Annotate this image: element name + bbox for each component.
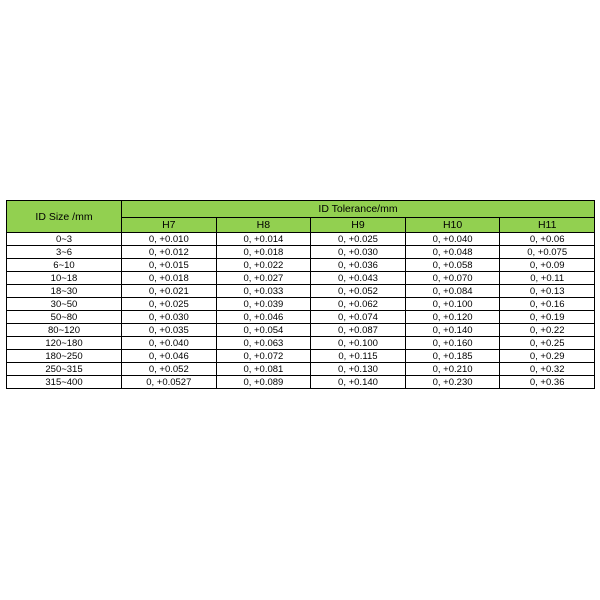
tolerance-cell-h8: 0, +0.022: [216, 259, 311, 272]
tolerance-cell-h11: 0, +0.25: [500, 337, 595, 350]
tolerance-cell-h9: 0, +0.130: [311, 363, 406, 376]
tolerance-cell-h11: 0, +0.09: [500, 259, 595, 272]
tolerance-cell-h8: 0, +0.014: [216, 233, 311, 246]
tolerance-cell-h8: 0, +0.027: [216, 272, 311, 285]
tolerance-cell-h11: 0, +0.29: [500, 350, 595, 363]
size-range-cell: 30~50: [7, 298, 122, 311]
id-tolerance-header: ID Tolerance/mm: [122, 201, 595, 218]
size-range-cell: 180~250: [7, 350, 122, 363]
size-range-cell: 3~6: [7, 246, 122, 259]
tolerance-cell-h8: 0, +0.054: [216, 324, 311, 337]
tolerance-cell-h11: 0, +0.11: [500, 272, 595, 285]
tolerance-cell-h11: 0, +0.16: [500, 298, 595, 311]
table-row: [7, 311, 595, 324]
tolerance-cell-h9: 0, +0.087: [311, 324, 406, 337]
tolerance-cell-h10: 0, +0.100: [405, 298, 500, 311]
tolerance-cell-h7: 0, +0.012: [122, 246, 217, 259]
tolerance-cell-h9: 0, +0.036: [311, 259, 406, 272]
size-range-cell: 6~10: [7, 259, 122, 272]
size-range-cell: 10~18: [7, 272, 122, 285]
tolerance-cell-h9: 0, +0.100: [311, 337, 406, 350]
tolerance-cell-h9: 0, +0.052: [311, 285, 406, 298]
table-row: [7, 285, 595, 298]
tolerance-cell-h11: 0, +0.22: [500, 324, 595, 337]
tolerance-cell-h10: 0, +0.048: [405, 246, 500, 259]
size-range-cell: 50~80: [7, 311, 122, 324]
size-range-cell: 18~30: [7, 285, 122, 298]
tolerance-cell-h10: 0, +0.210: [405, 363, 500, 376]
tolerance-cell-h9: 0, +0.140: [311, 376, 406, 389]
tolerance-cell-h7: 0, +0.0527: [122, 376, 217, 389]
tolerance-cell-h7: 0, +0.046: [122, 350, 217, 363]
header-row-top: [7, 201, 595, 218]
table-row: [7, 376, 595, 389]
tolerance-cell-h8: 0, +0.072: [216, 350, 311, 363]
tolerance-cell-h10: 0, +0.185: [405, 350, 500, 363]
tolerance-cell-h11: 0, +0.06: [500, 233, 595, 246]
tolerance-cell-h7: 0, +0.021: [122, 285, 217, 298]
tolerance-cell-h11: 0, +0.36: [500, 376, 595, 389]
grade-header-h8: H8: [216, 218, 311, 233]
tolerance-cell-h9: 0, +0.115: [311, 350, 406, 363]
tolerance-cell-h7: 0, +0.030: [122, 311, 217, 324]
tolerance-cell-h8: 0, +0.018: [216, 246, 311, 259]
table-row: [7, 298, 595, 311]
table-body: [7, 233, 595, 389]
grade-header-h7: H7: [122, 218, 217, 233]
tolerance-cell-h8: 0, +0.033: [216, 285, 311, 298]
tolerance-cell-h11: 0, +0.19: [500, 311, 595, 324]
tolerance-cell-h10: 0, +0.084: [405, 285, 500, 298]
tolerance-cell-h10: 0, +0.120: [405, 311, 500, 324]
tolerance-cell-h9: 0, +0.043: [311, 272, 406, 285]
tolerance-cell-h10: 0, +0.160: [405, 337, 500, 350]
size-range-cell: 0~3: [7, 233, 122, 246]
size-range-cell: 315~400: [7, 376, 122, 389]
table-header: [7, 201, 595, 233]
id-tolerance-table: [6, 200, 595, 389]
tolerance-cell-h7: 0, +0.015: [122, 259, 217, 272]
tolerance-cell-h10: 0, +0.230: [405, 376, 500, 389]
tolerance-cell-h9: 0, +0.074: [311, 311, 406, 324]
tolerance-cell-h11: 0, +0.32: [500, 363, 595, 376]
tolerance-cell-h10: 0, +0.140: [405, 324, 500, 337]
tolerance-cell-h8: 0, +0.089: [216, 376, 311, 389]
tolerance-cell-h7: 0, +0.018: [122, 272, 217, 285]
table-row: [7, 233, 595, 246]
grade-header-h10: H10: [405, 218, 500, 233]
size-range-cell: 250~315: [7, 363, 122, 376]
table-row: [7, 350, 595, 363]
tolerance-cell-h8: 0, +0.063: [216, 337, 311, 350]
tolerance-cell-h9: 0, +0.030: [311, 246, 406, 259]
size-range-cell: 80~120: [7, 324, 122, 337]
table-row: [7, 246, 595, 259]
table-row: [7, 337, 595, 350]
tolerance-table-container: [6, 200, 594, 389]
tolerance-cell-h7: 0, +0.025: [122, 298, 217, 311]
tolerance-cell-h10: 0, +0.070: [405, 272, 500, 285]
table-row: [7, 259, 595, 272]
tolerance-cell-h10: 0, +0.058: [405, 259, 500, 272]
tolerance-cell-h11: 0, +0.13: [500, 285, 595, 298]
table-row: [7, 363, 595, 376]
table-row: [7, 272, 595, 285]
tolerance-cell-h7: 0, +0.010: [122, 233, 217, 246]
id-size-header: ID Size /mm: [7, 201, 122, 233]
grade-header-h11: H11: [500, 218, 595, 233]
grade-header-h9: H9: [311, 218, 406, 233]
table-row: [7, 324, 595, 337]
tolerance-cell-h10: 0, +0.040: [405, 233, 500, 246]
tolerance-cell-h8: 0, +0.081: [216, 363, 311, 376]
tolerance-cell-h8: 0, +0.039: [216, 298, 311, 311]
tolerance-cell-h9: 0, +0.025: [311, 233, 406, 246]
tolerance-cell-h8: 0, +0.046: [216, 311, 311, 324]
tolerance-cell-h7: 0, +0.040: [122, 337, 217, 350]
tolerance-cell-h7: 0, +0.052: [122, 363, 217, 376]
size-range-cell: 120~180: [7, 337, 122, 350]
tolerance-cell-h9: 0, +0.062: [311, 298, 406, 311]
tolerance-cell-h7: 0, +0.035: [122, 324, 217, 337]
tolerance-cell-h11: 0, +0.075: [500, 246, 595, 259]
